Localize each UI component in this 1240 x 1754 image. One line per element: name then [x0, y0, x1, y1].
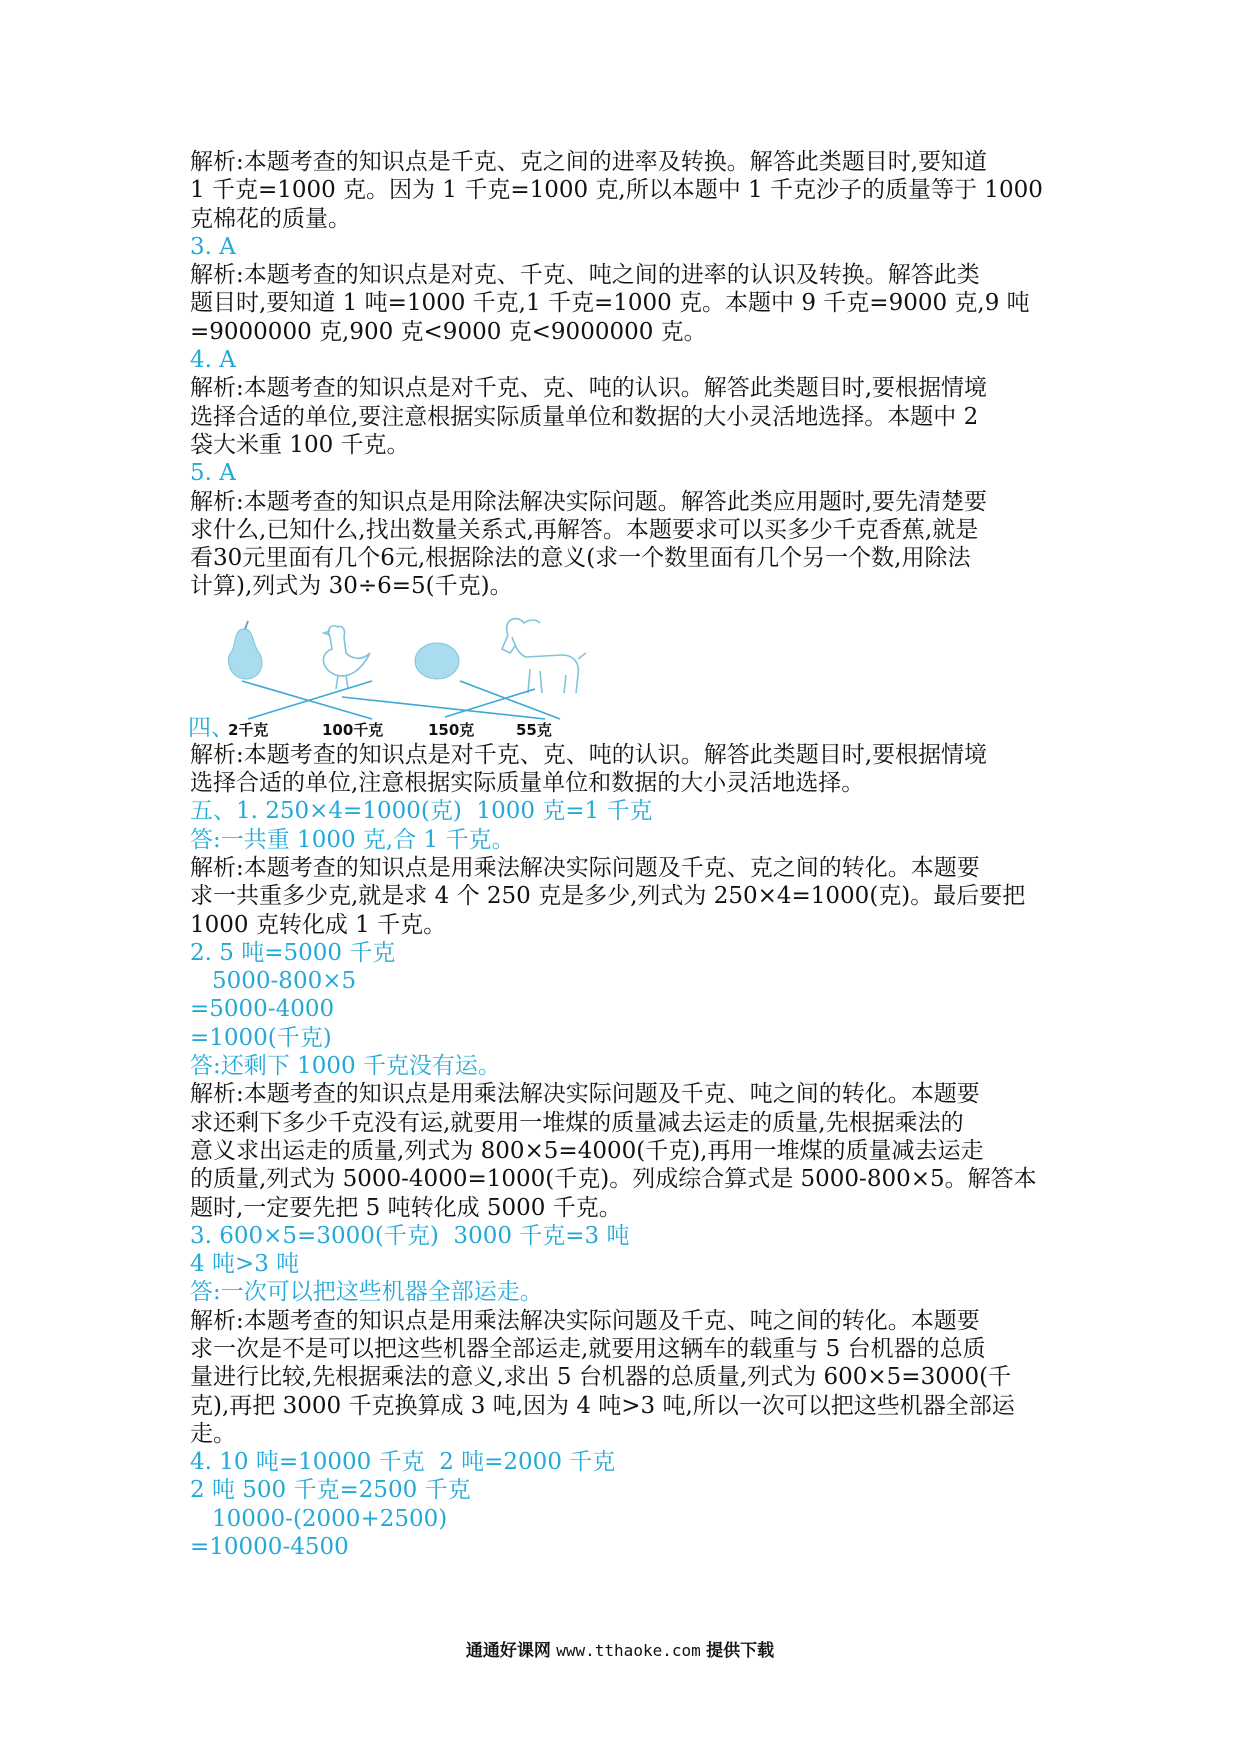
footer-url: www.tthaoke.com [556, 1641, 701, 1660]
explanation-line: 求一共重多少克,就是求 4 个 250 克是多少,列式为 250×4=1000(克)。最后要把 [190, 883, 1026, 910]
goat-icon [502, 618, 586, 692]
footer-site-name: 通通好课网 [465, 1641, 551, 1661]
answer-block-bottom [190, 741, 1070, 1562]
answer-line: 4. A [190, 347, 236, 374]
explanation-line: 解析:本题考查的知识点是对千克、克、吨的认识。解答此类题目时,要根据情境 [190, 741, 988, 768]
answer-line: 答:一次可以把这些机器全部运走。 [190, 1279, 543, 1306]
explanation-line: 解析:本题考查的知识点是用乘法解决实际问题及千克、克之间的转化。本题要 [190, 854, 980, 881]
answer-line: 10000-(2000+2500) [212, 1505, 448, 1532]
answer-page [190, 148, 1070, 1561]
answer-line: 5000-800×5 [212, 968, 357, 995]
hen-icon [323, 626, 370, 689]
explanation-line: 袋大米重 100 千克。 [190, 431, 410, 458]
explanation-line: 解析:本题考查的知识点是用乘法解决实际问题及千克、吨之间的转化。本题要 [190, 1307, 980, 1334]
explanation-line: 选择合适的单位,要注意根据实际质量单位和数据的大小灵活地选择。本题中 2 [190, 403, 979, 430]
explanation-line: 的质量,列式为 5000-4000=1000(千克)。列成综合算式是 5000-800×5。解答本 [190, 1166, 1037, 1193]
explanation-line: =9000000 克,900 克<9000 克<9000000 克。 [190, 318, 707, 345]
answer-line: 4. 10 吨=10000 千克 2 吨=2000 千克 [190, 1449, 616, 1476]
explanation-line: 求什么,已知什么,找出数量关系式,再解答。本题要求可以买多少千克香蕉,就是 [190, 516, 979, 543]
explanation-line: 题目时,要知道 1 吨=1000 千克,1 千克=1000 克。本题中 9 千克=9000 克,9 吨 [190, 290, 1030, 317]
answer-line: 答:还剩下 1000 千克没有运。 [190, 1053, 501, 1080]
option-label: 150克 [428, 720, 475, 739]
answer-block-top [190, 148, 1070, 601]
answer-line: =5000-4000 [190, 996, 335, 1023]
matching-figure [190, 609, 1070, 741]
egg-icon [415, 643, 459, 679]
explanation-line: 解析:本题考查的知识点是用乘法解决实际问题及千克、吨之间的转化。本题要 [190, 1081, 980, 1108]
explanation-line: 解析:本题考查的知识点是对克、千克、吨之间的进率的认识及转换。解答此类 [190, 262, 980, 289]
answer-line: 五、1. 250×4=1000(克) 1000 克=1 千克 [190, 798, 653, 825]
answer-line: 2. 5 吨=5000 千克 [190, 939, 396, 966]
answer-line: 4 吨>3 吨 [190, 1251, 300, 1278]
explanation-line: 计算),列式为 30÷6=5(千克)。 [190, 573, 513, 600]
explanation-line: 题时,一定要先把 5 吨转化成 5000 千克。 [190, 1194, 622, 1221]
answer-line: 3. A [190, 233, 236, 260]
explanation-line: 克),再把 3000 千克换算成 3 吨,因为 4 吨>3 吨,所以一次可以把这些机器全部运 [190, 1392, 1015, 1419]
explanation-line: 解析:本题考查的知识点是用除法解决实际问题。解答此类应用题时,要先清楚要 [190, 488, 988, 515]
option-label: 2千克 [228, 720, 269, 739]
explanation-line: 求一次是不是可以把这些机器全部运走,就要用这辆车的载重与 5 台机器的总质 [190, 1335, 986, 1362]
matching-lines [242, 681, 560, 719]
explanation-line: 求还剩下多少千克没有运,就要用一堆煤的质量减去运走的质量,先根据乘法的 [190, 1109, 964, 1136]
explanation-line: 1 千克=1000 克。因为 1 千克=1000 克,所以本题中 1 千克沙子的质量等于 1000 [190, 177, 1043, 204]
option-label: 100千克 [322, 720, 384, 739]
explanation-line: 选择合适的单位,注意根据实际质量单位和数据的大小灵活地选择。 [190, 770, 865, 797]
explanation-line: 意义求出运走的质量,列式为 800×5=4000(千克),再用一堆煤的质量减去运走 [190, 1137, 984, 1164]
explanation-line: 解析:本题考查的知识点是对千克、克、吨的认识。解答此类题目时,要根据情境 [190, 375, 988, 402]
answer-line: =10000-4500 [190, 1534, 349, 1561]
answer-line: 答:一共重 1000 克,合 1 千克。 [190, 826, 515, 853]
answer-line: 3. 600×5=3000(千克) 3000 千克=3 吨 [190, 1222, 630, 1249]
explanation-line: 量进行比较,先根据乘法的意义,求出 5 台机器的总质量,列式为 600×5=3000(千 [190, 1364, 1012, 1391]
footer-download-text: 提供下载 [706, 1641, 775, 1661]
answer-line: =1000(千克) [190, 1024, 332, 1051]
explanation-line: 克棉花的质量。 [190, 205, 351, 232]
explanation-line: 1000 克转化成 1 千克。 [190, 911, 447, 938]
page-footer [0, 1636, 1240, 1661]
answer-line: 5. A [190, 460, 236, 487]
pear-icon [228, 621, 262, 679]
explanation-line: 走。 [190, 1420, 236, 1447]
explanation-line: 看30元里面有几个6元,根据除法的意义(求一个数里面有几个另一个数,用除法 [190, 545, 971, 572]
option-label: 55克 [516, 720, 552, 739]
explanation-line: 解析:本题考查的知识点是千克、克之间的进率及转换。解答此类题目时,要知道 [190, 149, 988, 175]
section-label-four: 四、 [188, 714, 234, 741]
answer-line: 2 吨 500 千克=2500 千克 [190, 1477, 471, 1504]
